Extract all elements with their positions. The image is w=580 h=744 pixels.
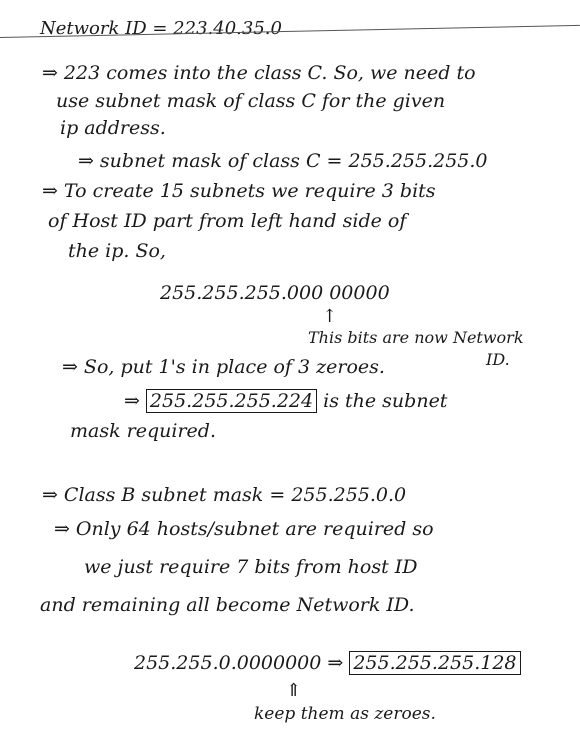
class-b-subnet-mask-boxed: 255.255.255.128 (349, 651, 520, 675)
class-c-line: ⇒ 223 comes into the class C. So, we need to (42, 62, 476, 84)
class-c-mask-line: ⇒ subnet mask of class C = 255.255.255.0 (78, 150, 488, 172)
arrow-icon: ⇒ (124, 390, 140, 412)
arrow-icon: ⇒ (327, 652, 344, 674)
arrow-icon: ⇒ (54, 518, 70, 540)
class-b-result-line: 255.255.0.0000000 ⇒ 255.255.255.128 (134, 652, 521, 674)
arrow-icon: ⇒ (42, 62, 58, 84)
double-up-arrow-icon: ⇑ (286, 680, 302, 701)
mask-required-line: mask required. (70, 420, 216, 442)
put-ones-line: ⇒ So, put 1's in place of 3 zeroes. (62, 356, 385, 378)
require-bits-line: we just require 7 bits from host ID (84, 556, 418, 578)
hosts-required-line: ⇒ Only 64 hosts/subnet are required so (54, 518, 434, 540)
network-id-line: Network ID = 223.40.35.0 (40, 18, 282, 39)
ip-address-line: ip address. (60, 117, 166, 139)
up-arrow-icon: ↑ (322, 306, 338, 327)
subnet-mask-result-line: ⇒ 255.255.255.224 is the subnet (124, 390, 448, 412)
remaining-network-id-line: and remaining all become Network ID. (40, 594, 415, 616)
subnet-mask-boxed: 255.255.255.224 (146, 389, 317, 413)
the-ip-so-line: the ip. So, (68, 240, 166, 262)
arrow-icon: ⇒ (42, 180, 58, 202)
network-bits-note: This bits are now Network (308, 328, 524, 347)
keep-zeroes-note: keep them as zeroes. (254, 704, 436, 724)
arrow-icon: ⇒ (62, 356, 78, 378)
arrow-icon: ⇒ (78, 150, 94, 172)
class-b-line: ⇒ Class B subnet mask = 255.255.0.0 (42, 484, 407, 506)
binary-mask-line: 255.255.255.000 00000 (160, 282, 390, 304)
arrow-icon: ⇒ (42, 484, 58, 506)
create-subnets-line: ⇒ To create 15 subnets we require 3 bits (42, 180, 436, 202)
subnet-mask-use-line: use subnet mask of class C for the given (56, 90, 446, 112)
network-bits-note-id: ID. (486, 350, 510, 369)
host-id-part-line: of Host ID part from left hand side of (48, 210, 407, 232)
